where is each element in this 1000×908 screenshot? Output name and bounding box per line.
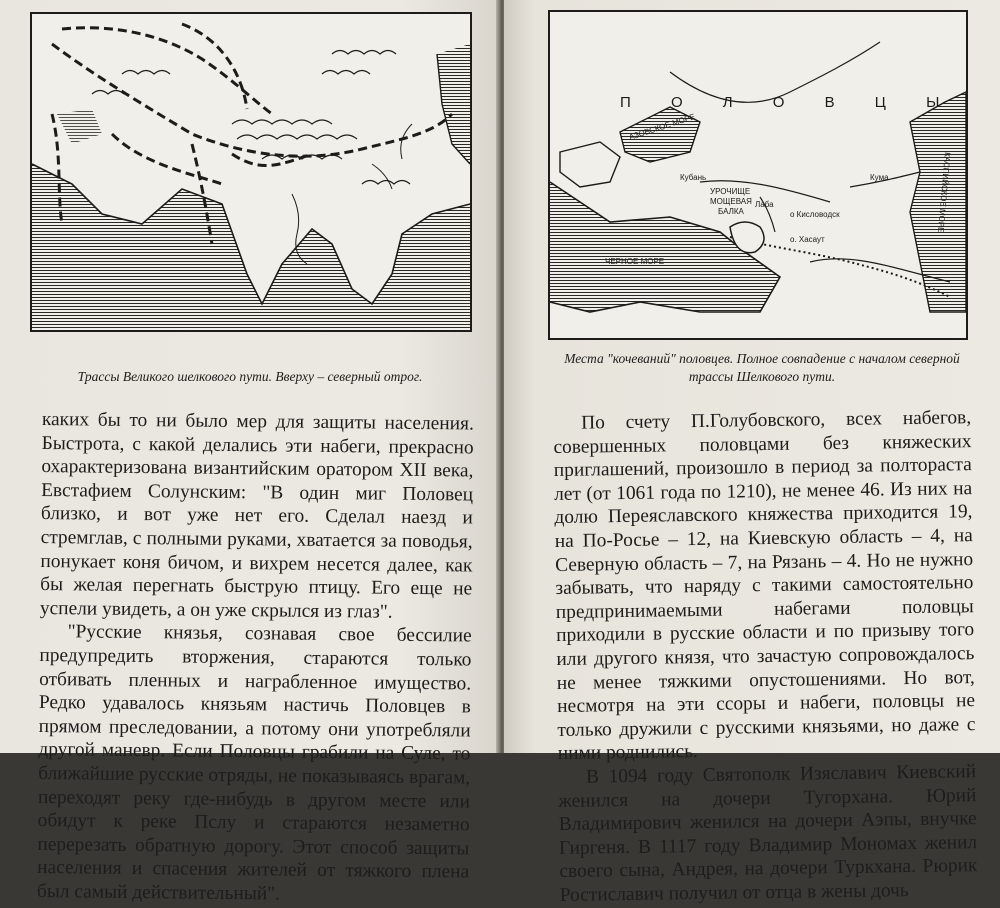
map-label-laba: Лаба xyxy=(755,200,774,209)
map-label-black-sea: ЧЕРНОЕ МОРЕ xyxy=(605,257,665,266)
paragraph: каких бы то ни было мер для защиты населения. Быстрота, с какой делались эти набеги, прекрасно охарактеризована византийским оратором XII века, Евстафием Солунским: "В один миг Половец близко, и вот уже нет его. Сделал наезд и стремглав, с полными руками, хватается за поводья, понукает коня бичом, и вихрем несется далее, как бы желая перегнать быструю птицу. Его еще не успели увидеть, а он уже скрылся из глаз". xyxy=(39,408,474,623)
body-text xyxy=(37,408,474,908)
body-text xyxy=(553,406,978,907)
paragraph: По счету П.Голубовского, всех набегов, совершенных половцами без княжеских приглашений, произошло в период за полтораста лет (от 1061 года по 1210), не менее 46. Из них на долю Переяславского княжества приходится 19, на По-Росье – 12, на Киевскую область – 4, на Северную область – 7, на Рязань – 4. Но не нужно забывать, что наряду с такими самостоятельно предпринимаемыми набегами половцы приходили в русские области и по призыву того или другого князя, что зачастую сопровождалось не менее тяжкими опустошениями. Но вот, несмотря на эти ссоры и набеги, половцы не только дружили с русскими князьями, но даже с ними роднились. xyxy=(553,407,976,765)
map-label-moshchevaya: МОЩЕВАЯ xyxy=(710,197,752,206)
map-label-kuma: Кума xyxy=(870,173,889,182)
figure-caption: Трассы Великого шелкового пути. Вверху – северный отрог. xyxy=(77,369,423,384)
polovtsy-map-drawing xyxy=(550,12,966,338)
right-page xyxy=(504,0,1000,906)
map-label-kuban: Кубань xyxy=(680,173,707,182)
paragraph: "Русские князья, сознавая свое бессилие предупредить вторжения, стараются только отбивать пленных и награбленное имущество. Редко удавалось князьям настичь Половцев в прямом преследовании, а потому они употребляли другой маневр. Если Половцы грабили на Суле, то ближайшие русские отряды, не показываясь врагам, переходят реку где-нибудь в другом месте или обидут к реке Пслу и стараются незаметно перерезать обратную дорогу. Этот способ защиты населения и спасения жителей от тяжкого плена был самый действительный". xyxy=(36,621,472,905)
map-label-region: П О Л О В Ц Ы xyxy=(620,94,958,111)
polovtsy-map xyxy=(548,10,968,340)
paragraph: В 1094 году Святополк Изяславич Киевский женился на дочери Тугорхана. Юрий Владимирович женился на дочери Аэпы, внучке Гиргеня. В 1117 году Владимир Мономах женил своего сына, Андрея, на дочери Туркхана. Рюрик Ростиславич получил от отца в жены дочь xyxy=(558,761,978,906)
map-label-kislovodsk: о Кисловодск xyxy=(790,210,840,219)
map-label-azov: АЗОВСКОЕ МОРЕ xyxy=(627,112,697,142)
figure-caption: Места "кочеваний" половцев. Полное совпадение с началом северной трассы Шелкового пути. xyxy=(564,351,960,384)
map-label-balka: БАЛКА xyxy=(718,207,744,216)
map-label-khasaut: о. Хасаут xyxy=(790,235,825,244)
map-label-caspian: КАСПИЙСКОЕ МОРЕ xyxy=(935,151,952,233)
silk-road-map-drawing xyxy=(32,14,470,330)
map-label-urochishche: УРОЧИЩЕ xyxy=(710,187,751,196)
left-page xyxy=(0,0,500,905)
silk-road-map xyxy=(30,12,472,332)
